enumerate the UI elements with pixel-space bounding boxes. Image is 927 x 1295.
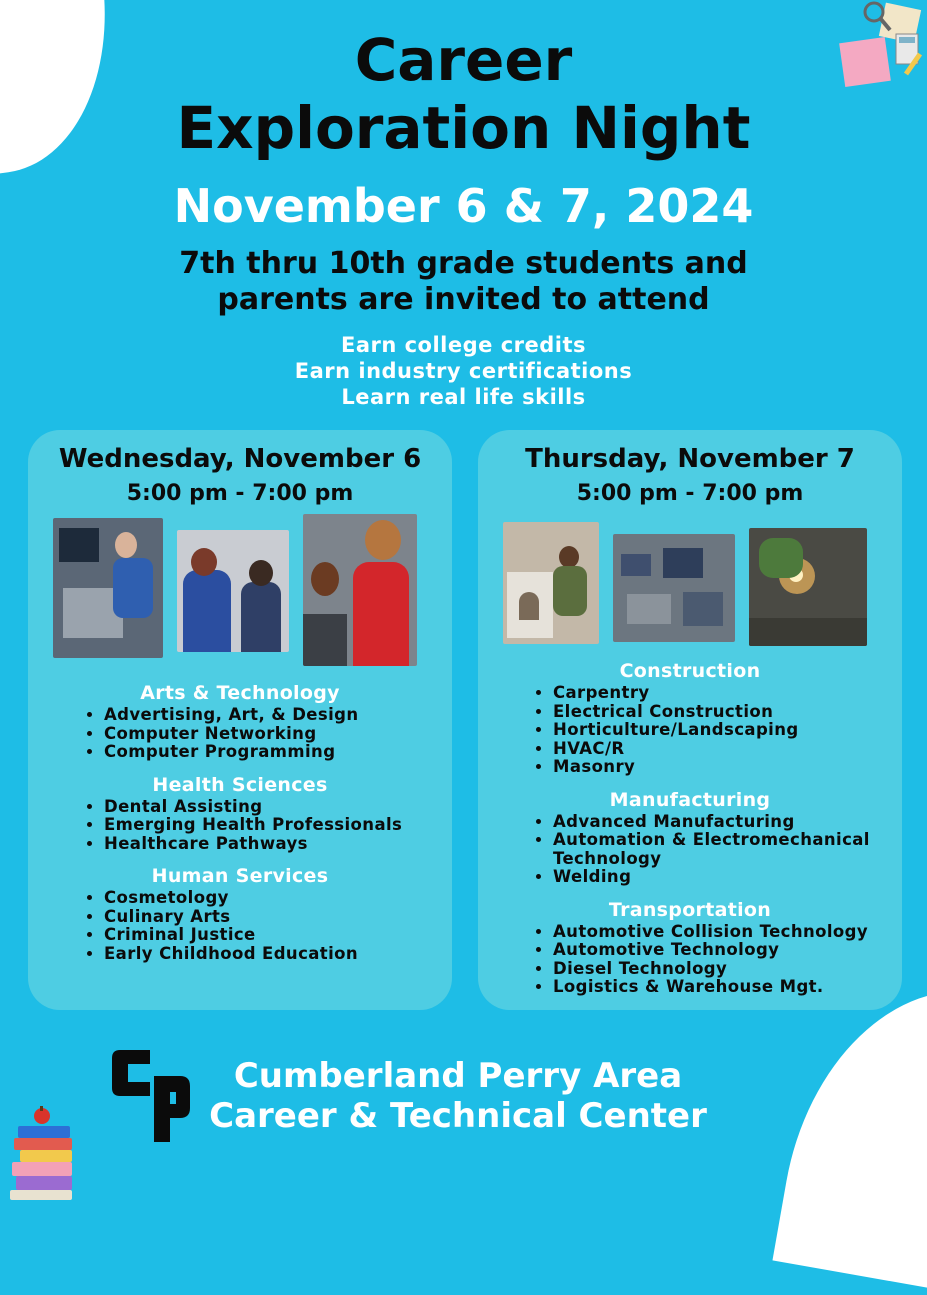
- org-name-line-2: Career & Technical Center: [209, 1096, 707, 1136]
- photo-masonry: [503, 522, 599, 644]
- program-item: • Early Childhood Education: [104, 945, 452, 964]
- program-item: • Culinary Arts: [104, 908, 452, 927]
- wednesday-programs: [28, 682, 452, 975]
- category-title: Health Sciences: [152, 773, 328, 796]
- wednesday-photos: [53, 518, 417, 666]
- program-item: • Carpentry: [553, 684, 902, 703]
- wednesday-day: Wednesday, November 6: [58, 444, 422, 474]
- category-title: Human Services: [151, 865, 329, 887]
- event-dates: November 6 & 7, 2024: [173, 179, 754, 233]
- benefits-list: [0, 332, 927, 410]
- category-transportation: [478, 899, 902, 997]
- category-construction: [478, 660, 902, 777]
- benefit-item: Earn industry certifications: [294, 359, 633, 383]
- category-arts-technology: [28, 682, 452, 762]
- program-item: • Criminal Justice: [104, 926, 452, 945]
- program-item: • Dental Assisting: [104, 798, 452, 817]
- program-item: • Diesel Technology: [553, 960, 902, 979]
- program-item: • Computer Programming: [104, 743, 452, 762]
- category-human-services: [28, 865, 452, 963]
- wednesday-time: 5:00 pm - 7:00 pm: [126, 481, 354, 506]
- program-item: • Electrical Construction: [553, 703, 902, 722]
- program-item: • Automotive Technology: [553, 941, 902, 960]
- wednesday-card: [28, 430, 452, 1010]
- thursday-photos: [503, 522, 867, 646]
- category-title: Arts & Technology: [140, 682, 340, 704]
- program-item: • Logistics & Warehouse Mgt.: [553, 978, 902, 997]
- org-name-line-1: Cumberland Perry Area: [233, 1056, 683, 1096]
- title-line-1: Career: [354, 26, 573, 94]
- invite-line-2: parents are invited to attend: [217, 282, 710, 317]
- category-title: Construction: [619, 660, 761, 682]
- cp-logo-icon: [110, 1046, 192, 1146]
- photo-dental-assisting: [177, 530, 289, 652]
- invite-text: [0, 246, 927, 318]
- program-item: • Masonry: [553, 758, 902, 777]
- thursday-time: 5:00 pm - 7:00 pm: [576, 481, 804, 506]
- thursday-programs: [478, 660, 902, 1009]
- program-item: • Advertising, Art, & Design: [104, 706, 452, 725]
- photo-computer-networking: [53, 518, 163, 658]
- photo-welding: [749, 528, 867, 646]
- invite-line-1: 7th thru 10th grade students and: [179, 246, 748, 281]
- category-title: Transportation: [608, 898, 772, 921]
- program-item: • Computer Networking: [104, 725, 452, 744]
- benefit-item: Learn real life skills: [341, 385, 586, 409]
- title-line-2: Exploration Night: [176, 94, 751, 162]
- program-item: • Emerging Health Professionals: [104, 816, 452, 835]
- program-item: • Automotive Collision Technology: [553, 923, 902, 942]
- program-item: • Advanced Manufacturing: [553, 813, 902, 832]
- program-item: • Healthcare Pathways: [104, 835, 452, 854]
- benefit-item: Earn college credits: [340, 333, 587, 357]
- category-title: Manufacturing: [609, 788, 771, 811]
- thursday-card: [478, 430, 902, 1010]
- books-apple-icon: [10, 1104, 80, 1200]
- program-item: • Automation & Electromechanical Technology: [553, 831, 902, 868]
- program-item: • Welding: [553, 868, 902, 887]
- category-health-sciences: [28, 774, 452, 854]
- category-manufacturing: [478, 789, 902, 887]
- program-item: • HVAC/R: [553, 740, 902, 759]
- program-item: • Cosmetology: [104, 889, 452, 908]
- photo-cosmetology: [303, 514, 417, 666]
- program-item: • Horticulture/Landscaping: [553, 721, 902, 740]
- decorative-blob-bottom-right: [772, 965, 927, 1295]
- thursday-day: Thursday, November 7: [525, 444, 855, 474]
- photo-manufacturing: [613, 534, 735, 642]
